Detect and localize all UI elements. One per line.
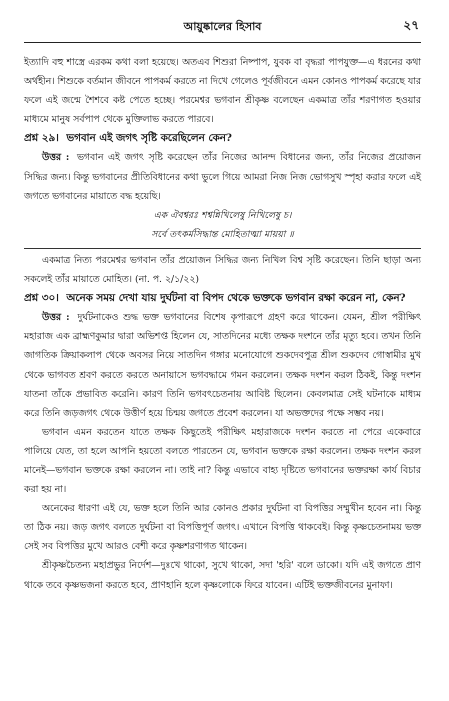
answer-30-text: দুর্ঘটনাকেও শুদ্ধ ভক্ত ভগবানের বিশেষ কৃপারূপে গ্রহণ করে থাকেন। যেমন, শ্রীল পরীক্ষিৎ মহারাজ এক ব্রাহ্মণকুমার দ্বারা অভিশপ্ত হিলেন যে, সাতদিনের মধ্যে তক্ষক দংশনে তাঁর মৃত্যু হবে। তখন তিনি জাগতিক ক্রিয়াকলাপ থেকে অবসর নিয়ে সাতদিন গঙ্গার মনোযোগে শুকদেবপুত্র শ্রীল শুকদেব গোস্বামীর মুখ থেকে ভাগবত শ্রবণ করতে করতে অনায়াসে ভগবদ্ধামে গমন করলেন। তক্ষক দংশন করল ঠিকই, কিন্তু দংশন যাতনা তাঁকে প্রভাবিত করেনি। কারণ তিনি ভগবৎচেতনায় আবিষ্ট ছিলেন। কেবলমাত্র সেই ঘটনাকে মাধ্যম করে তিনি জড়জগৎ থেকে উত্তীর্ণ হয়ে চিন্ময় জগতে প্রবেশ করলেন। যা অভক্তদের পক্ষে সম্ভব নয়।	[24, 312, 421, 419]
question-30-text: অনেক সময় দেখা যায় দুর্ঘটনা বা বিপদ থেকে ভক্তকে ভগবান রক্ষা করেন না, কেন?	[66, 292, 406, 305]
answer-30-label: উত্তর :	[42, 312, 70, 324]
question-30	[24, 289, 421, 308]
verse-line-1: এক ঐবশ্বরঃ শশ্বন্নিখিলেষু নিখিলেষু চ।	[153, 209, 292, 221]
page-body	[24, 53, 421, 595]
running-head: আয়ুষ্কালের হিসাব	[183, 20, 262, 33]
question-29-text: ভগবান এই জগৎ সৃষ্টি করেছিলেন কেন?	[66, 132, 232, 145]
answer-29-label: উত্তর :	[42, 152, 70, 164]
answer-30	[24, 308, 421, 423]
intro-paragraph: ইত্যাদি বহু শাস্ত্রে এরকম কথা বলা হয়েছে। অতএব শিশুরা নিষ্পাপ, যুবক বা বৃদ্ধরা পাপযুক্ত—এ ধরনের কথা অর্থহীন। শিশুকে বর্তমান জীবনে পাপকর্ম করতে না দিখে গেলেও পূর্বজীবনে এমন কোনও পাপকর্ম করেছে যার ফলে এই জন্মে শৈশবে কষ্ট পেতে হচ্ছে। পরমেশ্বর ভগবান শ্রীকৃষ্ণ বলেছেন একমাত্র তাঁর শরণাগত হওয়ার মাধ্যমে মানুষ সর্বপাপ থেকে মুক্তিলাভ করতে পারবে।	[24, 57, 421, 126]
answer-29-text: ভগবান এই জগৎ সৃষ্টি করেছেন তাঁর নিজের আনন্দ বিধানের জন্য, তাঁর নিজের প্রয়োজন সিদ্ধির জন্য। কিন্তু ভগবানের প্রীতিবিধানের কথা ভুলে গিয়ে আমরা নিজ নিজ ভোগসুখ স্পৃহা করার ফলে এই জগতে ভগবানের মায়াতে বদ্ধ হয়েছি।	[24, 152, 421, 202]
answer-29-continued: একমাত্র নিত্য পরমেশ্বর ভগবান তাঁর প্রয়োজন সিদ্ধির জন্য নিখিল বিশ্ব সৃষ্টি করেছেন। তিনি ছাড়া অন্য সকলেই তাঁর মায়াতে মোহিত। (না. প. ২/১/২২)	[24, 254, 421, 286]
verse-block	[24, 206, 421, 249]
page-number: ২৭	[403, 18, 419, 32]
answer-29	[24, 148, 421, 205]
question-29-number: প্রশ্ন ২৯।	[24, 132, 59, 145]
page-header	[24, 8, 421, 43]
question-30-number: প্রশ্ন ৩০।	[24, 292, 59, 305]
verse-line-2: সর্বে তৎকর্মসিদ্ধান্ত মোহিতাত্মা মায়য়া ॥	[151, 228, 294, 240]
answer-30-paragraph-2: ভগবান এমন করতেন যাতে তক্ষক কিছুতেই পরীক্ষিৎ মহারাজকে দংশন করতে না পেরে একেবারে পালিয়ে যেত, তা হলে আপনি হয়তো বলতে পারতেন যে, ভগবান ভক্তকে রক্ষা করলেন। তক্ষক দংশন করল মানেই—ভগবান ভক্তকে রক্ষা করলেন না। তাই না? কিন্তু এভাবে বাহ্য দৃষ্টিতে ভগবানের ভক্তরক্ষা কার্য বিচার করা হয় না।	[24, 426, 421, 496]
answer-30-paragraph-3: অনেকের ধারণা এই যে, ভক্ত হলে তিনি আর কোনও প্রকার দুর্ঘটনা বা বিপত্তির সম্মুখীন হবেন না। কিন্তু তা ঠিক নয়। জড় জগৎ বলতে দুর্ঘটনা বা বিপত্তিপূর্ণ জগৎ। এখানে বিপত্তি থাকবেই। কিন্তু কৃষ্ণচেতনাময় ভক্ত সেই সব বিপত্তির মুখে আরও বেশী করে কৃষ্ণশরণাগত থাকেন।	[24, 503, 421, 553]
question-29	[24, 129, 421, 148]
answer-30-paragraph-4: শ্রীকৃষ্ণচৈতন্য মহাপ্রভুর নির্দেশ—দুঃখে থাকো, সুখে থাকো, সদা 'হরি' বলে ডাকো। যদি এই জগতে প্রাণ থাকে তবে কৃষ্ণভজনা করতে হবে, প্রাণহানি হলে কৃষ্ণলোকে ফিরে যাবেন। এটিই ভক্তজীবনের মুনাফা।	[24, 560, 421, 591]
